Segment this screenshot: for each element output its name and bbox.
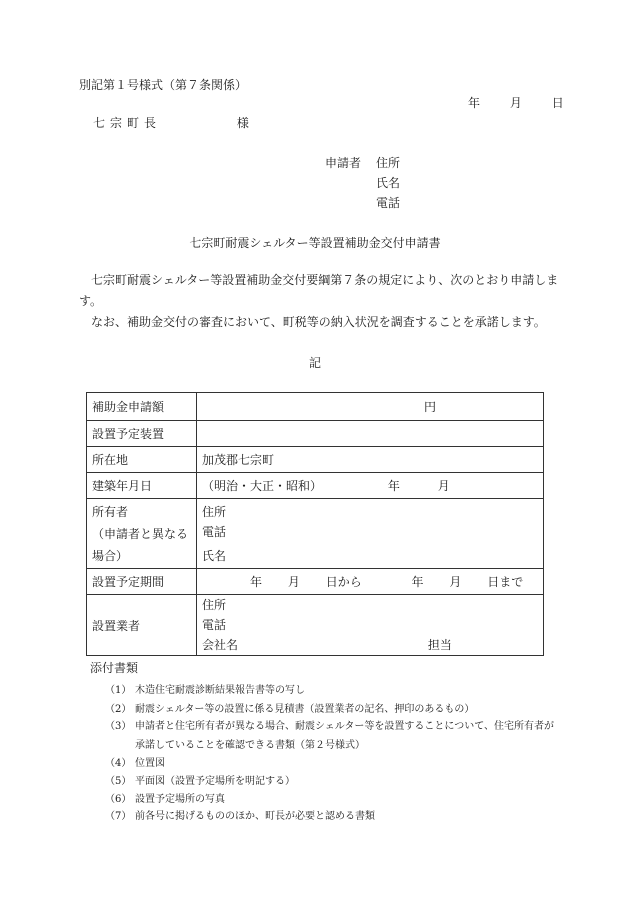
period-to-day: 日まで — [487, 575, 524, 589]
attachments-title: 添付書類 — [90, 661, 139, 675]
amount-unit: 円 — [424, 400, 437, 414]
location-field[interactable]: 加茂郡七宗町 — [197, 447, 544, 473]
addressee-town: 七宗町長 — [93, 116, 162, 130]
built-month-label: 月 — [437, 479, 450, 493]
body-paragraph-1: 七宗町耐震シェルター等設置補助金交付要綱第７条の規定により、次のとおり申請します。 — [79, 273, 559, 308]
table-row — [87, 473, 544, 499]
period-to-year: 年 — [411, 575, 424, 589]
table-row — [87, 421, 544, 447]
built-year-label: 年 — [387, 479, 400, 493]
contractor-phone-label: 電話 — [202, 618, 227, 632]
period-to-month: 月 — [449, 575, 462, 589]
applicant-address-label: 住所 — [376, 156, 401, 170]
contractor-field[interactable] — [197, 595, 544, 656]
device-label: 設置予定装置 — [87, 421, 197, 447]
table-row — [87, 447, 544, 473]
date-day-label: 日 — [551, 96, 564, 110]
applicant-label: 申請者 — [325, 156, 362, 170]
attachment-item — [105, 705, 474, 715]
period-from-month: 月 — [287, 575, 300, 589]
attachment-item — [105, 812, 375, 822]
period-from-day: 日から — [325, 575, 362, 589]
contractor-label: 設置業者 — [87, 595, 197, 656]
owner-field[interactable] — [197, 499, 544, 569]
date-month-label: 月 — [509, 96, 522, 110]
attachment-text: 平面図（設置予定場所を明記する） — [135, 776, 295, 787]
period-field[interactable] — [197, 569, 544, 595]
attachment-text: 耐震シェルター等の設置に係る見積書（設置業者の記名、押印のあるもの） — [135, 704, 475, 715]
attachment-number: （3） — [105, 721, 132, 732]
attachment-number: （7） — [105, 811, 132, 822]
owner-label — [87, 499, 197, 569]
attachment-text: 申請者と住宅所有者が異なる場合、耐震シェルター等を設置することについて、住宅所有者が — [135, 721, 554, 732]
device-field[interactable] — [197, 421, 544, 447]
built-date-label: 建築年月日 — [87, 473, 197, 499]
attachment-item — [105, 777, 295, 787]
attachment-number: （6） — [105, 794, 132, 805]
owner-label-line-3: 場合） — [92, 548, 129, 563]
applicant-phone-label: 電話 — [376, 196, 401, 210]
table-row — [87, 393, 544, 421]
owner-label-line-1: 所有者 — [92, 504, 129, 519]
owner-address-label: 住所 — [202, 504, 227, 519]
amount-field[interactable] — [197, 393, 544, 421]
period-from-year: 年 — [250, 575, 263, 589]
attachment-number: （2） — [105, 704, 132, 715]
ki-heading: 記 — [308, 356, 321, 370]
attachment-number: （1） — [105, 685, 132, 696]
location-label: 所在地 — [87, 447, 197, 473]
attachment-text: 位置図 — [135, 758, 165, 769]
document-title: 七宗町耐震シェルター等設置補助金交付申請書 — [189, 236, 441, 250]
built-date-field[interactable] — [197, 473, 544, 499]
table-row — [87, 569, 544, 595]
attachment-text-continued: 承諾していることを確認できる書類（第２号様式） — [135, 740, 365, 751]
contractor-company-label: 会社名 — [202, 638, 239, 652]
contractor-company-row — [202, 635, 538, 655]
attachment-item — [105, 795, 225, 805]
table-row — [87, 499, 544, 569]
period-label: 設置予定期間 — [87, 569, 197, 595]
contractor-address-label: 住所 — [202, 598, 227, 612]
owner-label-line-2: （申請者と異なる — [92, 526, 189, 541]
built-era-options: （明治・大正・昭和） — [202, 479, 323, 493]
application-table — [86, 392, 544, 656]
attachment-number: （4） — [105, 758, 132, 769]
attachment-item — [105, 759, 165, 769]
attachment-item — [105, 722, 554, 732]
form-number: 別記第１号様式（第７条関係） — [79, 78, 248, 92]
table-row — [87, 595, 544, 656]
attachment-item — [105, 686, 305, 696]
application-date — [468, 97, 564, 109]
attachment-text: 前各号に掲げるもののほか、町長が必要と認める書類 — [135, 811, 375, 822]
owner-name-label: 氏名 — [202, 548, 227, 563]
body-paragraph-2: なお、補助金交付の審査において、町税等の納入状況を調査することを承諾します。 — [91, 315, 546, 329]
addressee-suffix: 様 — [236, 116, 249, 130]
attachment-text: 木造住宅耐震診断結果報告書等の写し — [135, 685, 305, 696]
date-year-label: 年 — [468, 96, 481, 110]
amount-label: 補助金申請額 — [87, 393, 197, 421]
owner-phone-label: 電話 — [202, 524, 227, 539]
contractor-person-label: 担当 — [427, 638, 452, 652]
attachment-text: 設置予定場所の写真 — [135, 794, 225, 805]
attachment-number: （5） — [105, 776, 132, 787]
applicant-name-label: 氏名 — [376, 176, 401, 190]
addressee — [93, 117, 249, 129]
